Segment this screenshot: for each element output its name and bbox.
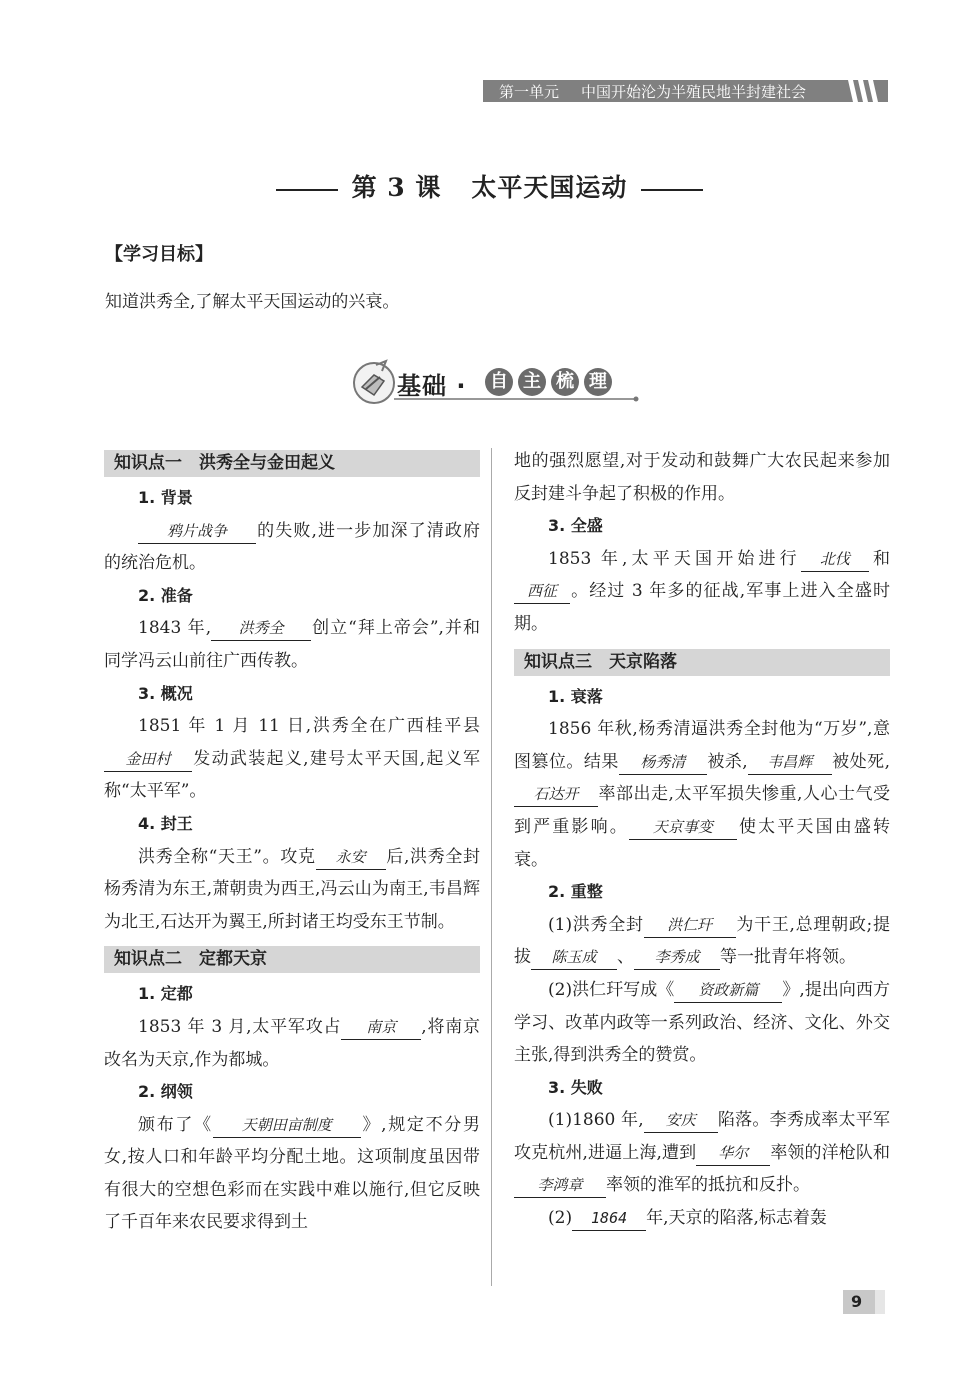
left-column: [104, 450, 480, 1239]
paragraph: 鸦片战争 的失败,进一步加深了清政府的统治危机。: [104, 520, 480, 574]
banner-char: 理: [584, 368, 612, 396]
column-divider: [491, 448, 492, 1286]
answer-blank: 李秀成: [634, 945, 720, 970]
answer-blank: 华尔: [696, 1141, 770, 1166]
answer-blank: 南京: [341, 1015, 421, 1040]
answer-blank: 北伐: [801, 547, 869, 572]
subsection-title: 2. 纲领: [138, 1082, 193, 1102]
subsection-title: 1. 定都: [138, 984, 193, 1004]
answer-blank: 金田村: [104, 747, 192, 772]
banner-char: 主: [518, 368, 546, 396]
lesson-number: 第 3 课: [351, 173, 442, 202]
subsection-title: 1. 衰落: [548, 686, 603, 706]
answer-blank: 永安: [316, 845, 386, 870]
running-header: [483, 80, 888, 102]
paragraph: 地的强烈愿望,对于发动和鼓舞广大农民起来参加反封建斗争起了积极的作用。: [514, 451, 890, 504]
paragraph: (1)1860 年, 安庆 陷落。李秀成率太平军攻克杭州,进逼上海,遭到 华尔 率领的洋枪队和李鸿章 率领的淮军的抵抗和反扑。: [514, 1104, 890, 1202]
subsection-title: 3. 概况: [138, 683, 193, 703]
answer-blank: 鸦片战争: [138, 519, 256, 544]
paragraph: 1853 年 3 月,太平军攻占 南京 ,将南京改名为天京,作为都城。: [104, 1016, 481, 1070]
right-column: [514, 445, 890, 1235]
answer-blank: 资政新篇: [674, 978, 782, 1003]
paragraph: (1)洪秀全封 洪仁玕 为干王,总理朝政;提拔 陈玉成 、 李秀成 等一批青年将领。: [514, 909, 890, 974]
subsection-title: 2. 准备: [138, 585, 193, 605]
banner-label: 基础 ·: [397, 372, 467, 400]
lesson-name: 太平天国运动: [471, 173, 628, 202]
paragraph: 1856 年秋,杨秀清逼洪秀全封他为“万岁”,意图篡位。结果 杨秀清 被杀, 韦昌辉 被处死,石达开 率部出走,太平军损失惨重,人心士气受到严重影响。 天京事变 使太平天国由盛转衰。: [514, 719, 891, 870]
answer-blank: 洪秀全: [211, 616, 311, 641]
subsection-title: 2. 重整: [548, 882, 603, 902]
answer-blank: 韦昌辉: [748, 750, 832, 775]
title-rule-left: [276, 189, 338, 191]
lesson-title: [0, 168, 979, 204]
answer-blank: 石达开: [514, 782, 598, 807]
paragraph: 颁布了《 天朝田亩制度 》,规定不分男女,按人口和年龄平均分配土地。这项制度虽因带有很大的空想色彩而在实践中难以施行,但它反映了千百年来农民要求得到土: [104, 1114, 481, 1233]
paragraph: (2) 1864 年,天京的陷落,标志着轰: [514, 1202, 890, 1235]
title-rule-right: [641, 189, 703, 191]
subsection-title: 1. 背景: [138, 488, 193, 507]
subsection-title: 4. 封王: [138, 813, 193, 833]
knowledge-point-heading: 知识点二 定都天京: [104, 946, 480, 973]
answer-blank: 陈玉成: [531, 945, 617, 970]
stripes-decoration-icon: [846, 80, 882, 102]
answer-blank: 洪仁玕: [644, 913, 736, 938]
paragraph: 1843 年, 洪秀全 创立“拜上帝会”,并和同学冯云山前往广西传教。: [104, 618, 480, 671]
page-number-tab: [875, 1290, 885, 1314]
answer-blank: 西征: [514, 579, 570, 604]
knowledge-point-heading: 知识点一 洪秀全与金田起义: [104, 450, 480, 477]
subsection-title: 3. 全盛: [548, 516, 603, 536]
answer-blank: 天京事变: [629, 815, 737, 840]
answer-blank: 1864: [572, 1206, 646, 1231]
paragraph: (2)洪仁玕写成《 资政新篇 》,提出向西方学习、改革内政等一系列政治、经济、文化、外交主张,得到洪秀全的赞赏。: [514, 979, 890, 1066]
objectives-text: 知道洪秀全,了解太平天国运动的兴衰。: [105, 292, 400, 312]
paragraph: 1851 年 1 月 11 日,洪秀全在广西桂平县金田村 发动武装起义,建号太平天国,起义军称“太平军”。: [104, 716, 480, 802]
answer-blank: 杨秀清: [619, 750, 707, 775]
answer-blank: 天朝田亩制度: [213, 1113, 361, 1138]
paragraph: 洪秀全称“天王”。攻克 永安 后,洪秀全封杨秀清为东王,萧朝贵为西王,冯云山为南王,韦昌辉为北王,石达开为翼王,所封诸王均受东王节制。: [104, 846, 480, 932]
subsection-title: 3. 失败: [548, 1077, 603, 1097]
banner-char: 自: [485, 368, 513, 396]
paragraph: 1853 年,太平天国开始进行 北伐 和西征 。经过 3 年多的征战,军事上进入全盛时期。: [514, 548, 891, 634]
knowledge-point-heading: 知识点三 天京陷落: [514, 649, 890, 676]
banner-char: 梳: [551, 368, 579, 396]
header-title: 中国开始沦为半殖民地半封建社会: [581, 82, 807, 101]
page-number: 9: [843, 1290, 885, 1314]
answer-blank: 安庆: [644, 1108, 718, 1133]
header-unit: 第一单元: [499, 82, 560, 101]
answer-blank: 李鸿章: [514, 1173, 606, 1198]
objectives-heading: 【学习目标】: [105, 244, 213, 265]
